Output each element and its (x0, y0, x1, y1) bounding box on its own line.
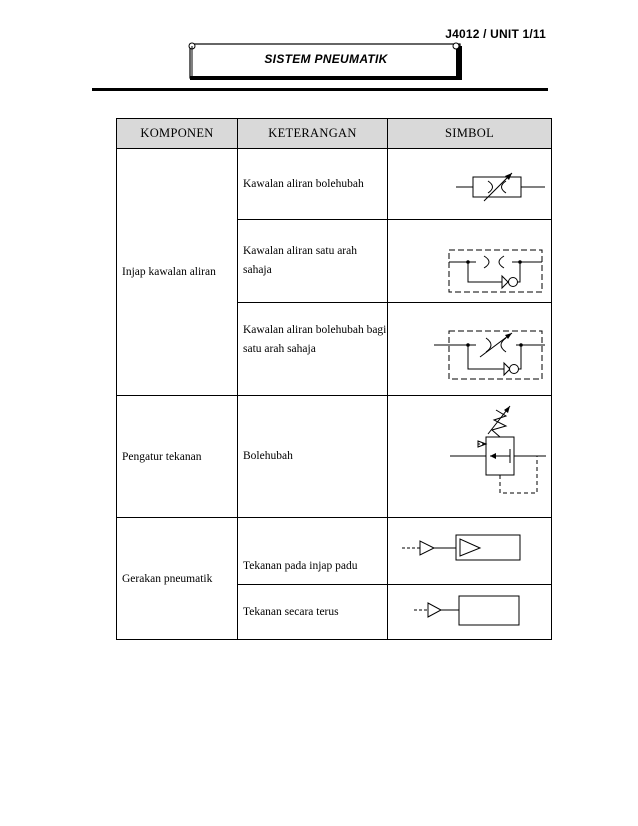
page-title: SISTEM PNEUMATIK (264, 52, 388, 66)
description-cell (238, 303, 388, 396)
description-text: Tekanan pada injap padu (243, 560, 358, 572)
variable-one-way-flow-control-valve-symbol (388, 303, 552, 395)
direct-pressure-actuation-symbol (388, 585, 552, 639)
description-cell (238, 518, 388, 585)
component-cell: Gerakan pneumatik (117, 518, 238, 640)
table-row (117, 149, 552, 220)
adjustable-pressure-regulator-symbol (388, 396, 552, 517)
description-cell: Bolehubah (238, 396, 388, 518)
symbol-cell (388, 303, 552, 396)
symbol-cell (388, 518, 552, 585)
description-cell: Kawalan aliran satu arah sahaja (238, 220, 388, 303)
column-header-komponen: KOMPONEN (117, 119, 238, 149)
variable-flow-control-valve-symbol (388, 149, 552, 219)
components-table (116, 118, 552, 640)
description-cell: Tekanan secara terus (238, 585, 388, 640)
header-rule (92, 88, 548, 91)
symbol-cell (388, 396, 552, 518)
description-cell: Kawalan aliran bolehubah (238, 149, 388, 220)
symbol-cell (388, 585, 552, 640)
description-text: Kawalan aliran bolehubah bagi satu arah sahaja (243, 324, 387, 355)
symbol-cell (388, 149, 552, 220)
symbol-cell (388, 220, 552, 303)
table-row (117, 518, 552, 585)
component-cell: Injap kawalan aliran (117, 149, 238, 396)
table-header-row (117, 119, 552, 149)
column-header-keterangan: KETERANGAN (238, 119, 388, 149)
column-header-simbol: SIMBOL (388, 119, 552, 149)
component-cell: Pengatur tekanan (117, 396, 238, 518)
one-way-flow-control-valve-symbol (388, 220, 552, 302)
pilot-pressure-valve-symbol (388, 518, 552, 584)
document-code: J4012 / UNIT 1/11 (445, 27, 546, 41)
table-row (117, 396, 552, 518)
title-banner (186, 40, 466, 82)
